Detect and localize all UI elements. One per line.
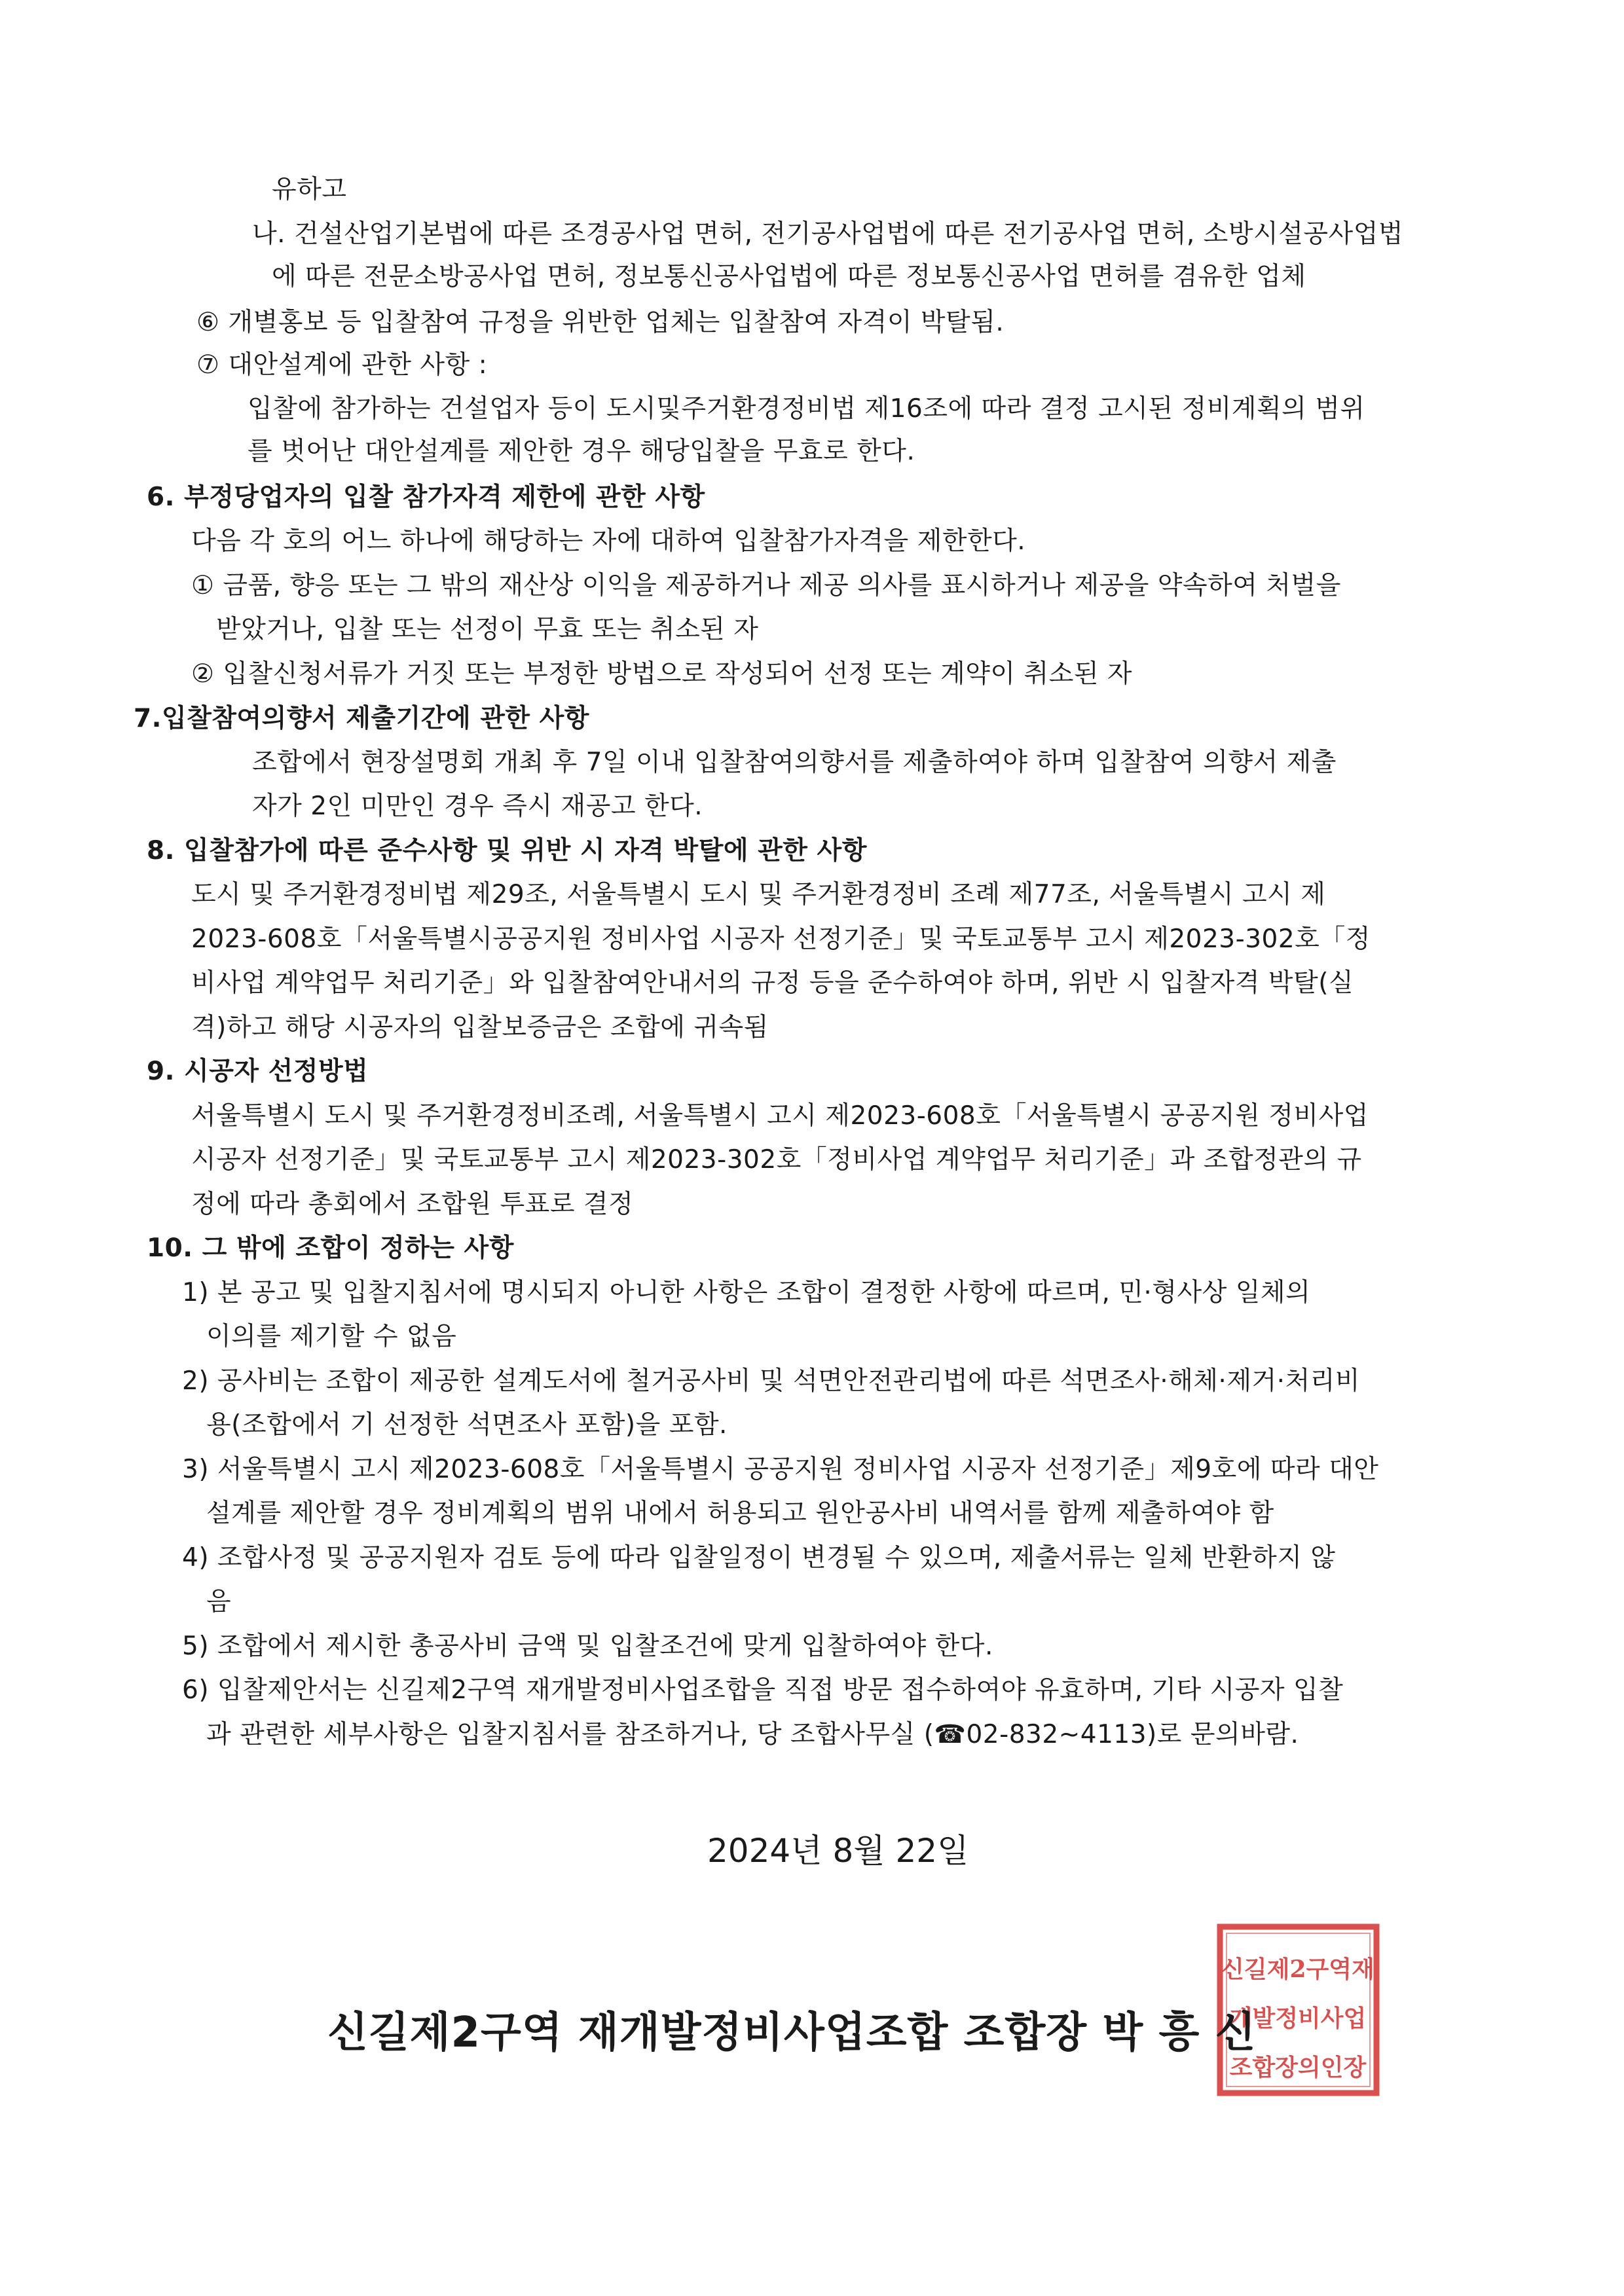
text-line: ⑦ 대안설계에 관한 사항 : — [196, 350, 488, 380]
text-line: 정에 따라 총회에서 조합원 투표로 결정 — [191, 1190, 634, 1219]
text-line: 서울특별시 도시 및 주거환경정비조례, 서울특별시 고시 제2023-608호「서울특별시 공공지원 정비사업 — [191, 1101, 1369, 1131]
text-line: 조합에서 현장설명회 개최 후 7일 이내 입찰참여의향서를 제출하여야 하며 입찰참여 의향서 제출 — [252, 748, 1337, 777]
text-line: 시공자 선정기준」및 국토교통부 고시 제2023-302호「정비사업 계약업무 처리기준」과 조합정관의 규 — [191, 1145, 1362, 1175]
text-line: ⑥ 개별홍보 등 입찰참여 규정을 위반한 업체는 입찰참여 자격이 박탈됨. — [196, 308, 1005, 337]
text-line: 나. 건설산업기본법에 따른 조경공사업 면허, 전기공사업법에 따른 전기공사업 면허, 소방시설공사업법 — [252, 219, 1404, 249]
svg-text:조합장의인장: 조합장의인장 — [1229, 2054, 1367, 2081]
text-line: 설계를 제안할 경우 정비계획의 범위 내에서 허용되고 원안공사비 내역서를 함께 제출하여야 함 — [206, 1499, 1274, 1528]
text-line: 5) 조합에서 제시한 총공사비 금액 및 입찰조건에 맞게 입찰하여야 한다. — [182, 1631, 993, 1661]
text-line: ① 금품, 향응 또는 그 밖의 재산상 이익을 제공하거나 제공 의사를 표시하거나 제공을 약속하여 처벌을 — [191, 571, 1341, 600]
text-line: 이의를 제기할 수 없음 — [206, 1322, 457, 1351]
text-line: 3) 서울특별시 고시 제2023-608호「서울특별시 공공지원 정비사업 시공자 선정기준」제9호에 따라 대안 — [182, 1455, 1379, 1484]
text-line: 받았거나, 입찰 또는 선정이 무효 또는 취소된 자 — [216, 615, 759, 644]
text-line: 자가 2인 미만인 경우 즉시 재공고 한다. — [252, 792, 703, 821]
svg-text:신길제2구역재: 신길제2구역재 — [1221, 1956, 1375, 1983]
text-line: 과 관련한 세부사항은 입찰지침서를 참조하거나, 당 조합사무실 (☎02-832~4113)로 문의바람. — [206, 1720, 1299, 1749]
issue-date: 2024년 8월 22일 — [707, 1832, 969, 1870]
text-line: 에 따른 전문소방공사업 면허, 정보통신공사업법에 따른 정보통신공사업 면허를 겸유한 업체 — [272, 262, 1306, 291]
text-line: 1) 본 공고 및 입찰지침서에 명시되지 아니한 사항은 조합이 결정한 사항에 따르며, 민·형사상 일체의 — [182, 1278, 1311, 1307]
section-heading: 10. 그 밖에 조합이 정하는 사항 — [147, 1233, 514, 1263]
signature-line: 신길제2구역 재개발정비사업조합 조합장 박 흥 신 — [327, 2009, 1257, 2057]
text-line: 2023-608호「서울특별시공공지원 정비사업 시공자 선정기준」및 국토교통부 고시 제2023-302호「정 — [191, 924, 1371, 954]
text-line: 를 벗어난 대안설계를 제안한 경우 해당입찰을 무효로 한다. — [248, 437, 915, 466]
text-line: 격)하고 해당 시공자의 입찰보증금은 조합에 귀속됨 — [191, 1013, 769, 1042]
text-line: 4) 조합사정 및 공공지원자 검토 등에 따라 입찰일정이 변경될 수 있으며, 제출서류는 일체 반환하지 않 — [182, 1543, 1336, 1573]
section-heading: 8. 입찰참가에 따른 준수사항 및 위반 시 자격 박탈에 관한 사항 — [147, 836, 867, 866]
text-line: 다음 각 호의 어느 하나에 해당하는 자에 대하여 입찰참가자격을 제한한다. — [191, 526, 1026, 556]
text-line: 도시 및 주거환경정비법 제29조, 서울특별시 도시 및 주거환경정비 조례 제77조, 서울특별시 고시 제 — [191, 880, 1326, 909]
svg-text:개발정비사업: 개발정비사업 — [1229, 2005, 1367, 2032]
text-line: 유하고 — [272, 175, 347, 204]
section-heading: 6. 부정당업자의 입찰 참가자격 제한에 관한 사항 — [147, 483, 705, 512]
text-line: 용(조합에서 기 선정한 석면조사 포함)을 포함. — [206, 1410, 728, 1440]
text-line: 비사업 계약업무 처리기준」와 입찰참여안내서의 규정 등을 준수하여야 하며, 위반 시 입찰자격 박탈(실 — [191, 968, 1354, 998]
section-heading: 9. 시공자 선정방법 — [147, 1057, 369, 1086]
text-line: 음 — [206, 1587, 232, 1616]
text-line: 6) 입찰제안서는 신길제2구역 재개발정비사업조합을 직접 방문 접수하여야 유효하며, 기타 시공자 입찰 — [182, 1675, 1344, 1705]
text-line: ② 입찰신청서류가 거짓 또는 부정한 방법으로 작성되어 선정 또는 계약이 취소된 자 — [191, 659, 1133, 689]
text-line: 입찰에 참가하는 건설업자 등이 도시및주거환경정비법 제16조에 따라 결정 고시된 정비계획의 범위 — [248, 394, 1365, 424]
text-line: 2) 공사비는 조합이 제공한 설계도서에 철거공사비 및 석면안전관리법에 따른 석면조사·해체·제거·처리비 — [182, 1366, 1361, 1396]
section-heading: 7.입찰참여의향서 제출기간에 관한 사항 — [134, 704, 589, 733]
